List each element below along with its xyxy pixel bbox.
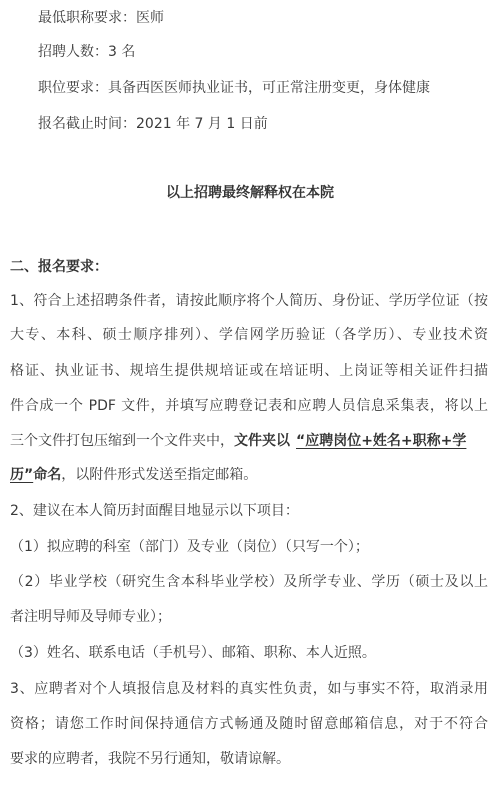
item1-line3: 格证、执业证书、规培生提供规培证或在培证明、上岗证等相关证件扫描: [10, 363, 488, 379]
item1-line6: [10, 465, 257, 485]
headcount: 招聘人数：3 名: [38, 44, 136, 60]
item3-line1: 3、应聘者对个人填报信息及材料的真实性负责，如与事实不符，取消录用: [10, 681, 488, 697]
item1-line1: 1、符合上述招聘条件者，请按此顺序将个人简历、身份证、学历学位证（按: [10, 293, 488, 309]
item1-line5-bold: 文件夹以: [234, 433, 290, 449]
item2-sub2-line1: （2）毕业学校（研究生含本科毕业学校）及所学专业、学历（硕士及以上: [10, 574, 488, 590]
item1-line5-plain: 三个文件打包压缩到一个文件夹中，: [10, 433, 234, 449]
item2-intro: 2、建议在本人简历封面醒目地显示以下项目：: [10, 503, 299, 519]
application-deadline: 报名截止时间：2021 年 7 月 1 日前: [38, 116, 268, 132]
item2-sub1: （1）拟应聘的科室（部门）及专业（岗位）（只写一个）；: [10, 539, 369, 555]
position-requirement: 职位要求：具备西医医师执业证书，可正常注册变更，身体健康: [38, 80, 430, 96]
item1-line4: 件合成一个 PDF 文件，并填写应聘登记表和应聘人员信息采集表，将以上: [10, 398, 488, 414]
min-title-requirement: 最低职称要求：医师: [38, 10, 164, 26]
item1-folder-naming-rule-end: 历”: [10, 467, 34, 483]
item3-line2: 资格；请您工作时间保持通信方式畅通及随时留意邮箱信息，对于不符合: [10, 716, 488, 732]
item1-folder-naming-rule: “应聘岗位+姓名+职称+学: [296, 433, 467, 449]
item1-line5: [10, 431, 466, 451]
interpretation-notice: 以上招聘最终解释权在本院: [166, 185, 334, 201]
section-heading: 二、报名要求：: [10, 259, 108, 275]
item3-line3: 要求的应聘者，我院不另行通知，敬请谅解。: [10, 751, 290, 767]
item1-line6-plain: ，以附件形式发送至指定邮箱。: [61, 467, 258, 483]
item2-sub2-line2: 者注明导师及导师专业）；: [10, 609, 171, 625]
item2-sub3: （3）姓名、联系电话（手机号）、邮箱、职称、本人近照。: [10, 645, 376, 661]
item1-line2: 大专、本科、硕士顺序排列）、学信网学历验证（各学历）、专业技术资: [10, 327, 488, 343]
item1-line6-bold: 命名: [33, 467, 62, 483]
